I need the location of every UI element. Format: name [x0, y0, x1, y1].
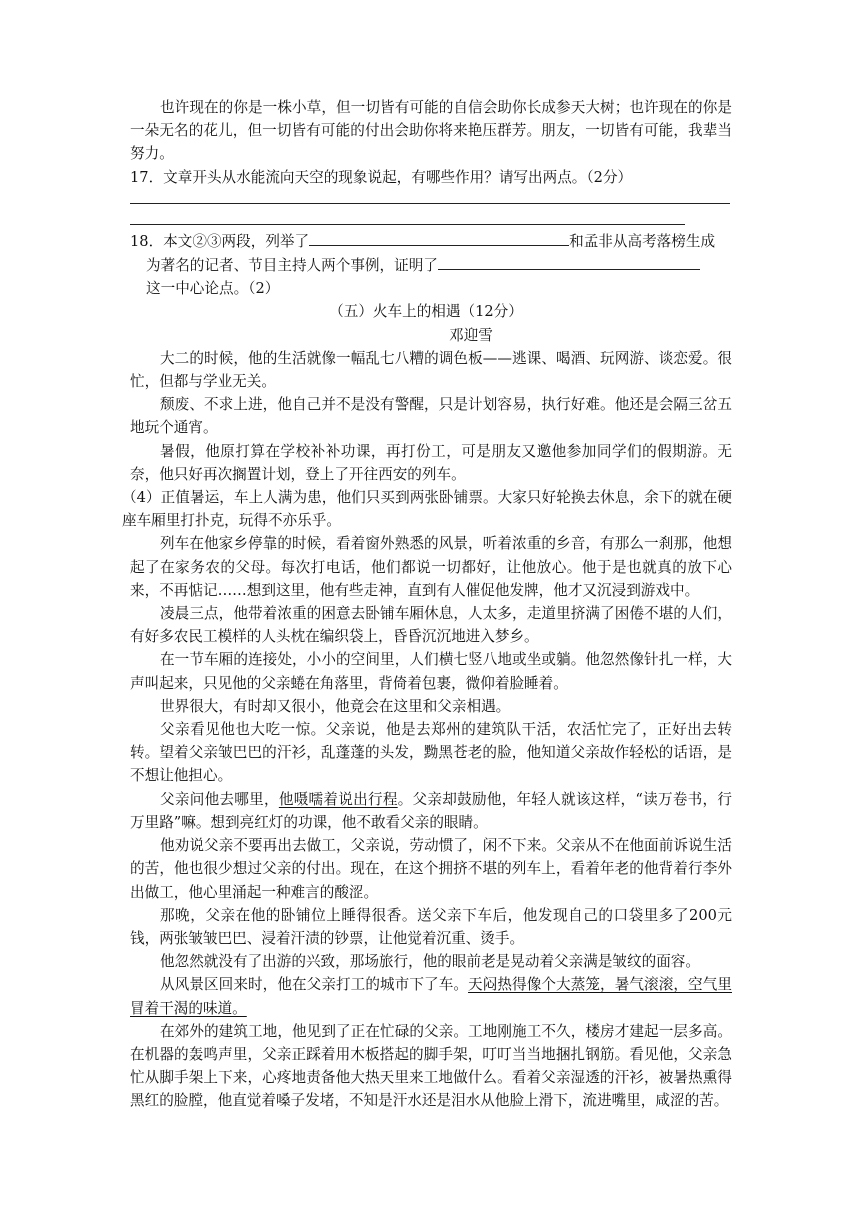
question-18-line-1 — [130, 229, 732, 253]
spacer — [130, 204, 732, 224]
paragraph-7: 在一节车厢的连接处，小小的空间里，人们横七竖八地或坐或躺。他忽然像针扎一样，大声叫起来，只见他的父亲蜷在角落里，背倚着包裹，微仰着脸睡着。 — [130, 651, 732, 692]
document-body — [122, 96, 732, 1113]
question-18-line-2 — [130, 253, 732, 277]
paragraph-3: 暑假，他原打算在学校补补功课，再打份工，可是朋友又邀他参加同学们的假期游。无奈，他只好再次搁置计划，登上了开往西安的列车。 — [130, 442, 732, 483]
para10-underlined: 他嗫嚅着说出行程 — [278, 790, 398, 808]
q18-part4: 这一中心论点。（2） — [146, 280, 280, 298]
q18-part2: 和孟非从高考落榜生成 — [569, 232, 716, 250]
q18-part3: 为著名的记者、节目主持人两个事例，证明了 — [146, 257, 438, 275]
para10-pre: 父亲问他去哪里， — [160, 790, 279, 808]
spacer — [130, 189, 732, 203]
question-17: 17．文章开头从水能流向天空的现象说起，有哪些作用？请写出两点。（2分） — [130, 168, 633, 186]
paragraph-11: 他劝说父亲不要再出去做工，父亲说，劳动惯了，闲不下来。父亲从不在他面前诉说生活的苦，他也很少想过父亲的付出。现在，在这个拥挤不堪的列车上，看着年老的他背着行李外出做工，他心里涌起一种难言的酸涩。 — [130, 837, 732, 901]
top-paragraph: 也许现在的你是一株小草，但一切皆有可能的自信会助你长成参天大树；也许现在的你是一朵无名的花儿，但一切皆有可能的付出会助你将来艳压群芳。朋友，一切皆有可能，我辈当努力。 — [130, 99, 732, 163]
paragraph-8: 世界很大，有时却又很小，他竟会在这里和父亲相遇。 — [160, 697, 511, 715]
para14-pre: 从风景区回来时，他在父亲打工的城市下了车。 — [160, 976, 469, 994]
paragraph-15: 在郊外的建筑工地，他见到了正在忙碌的父亲。工地刚施工不久，楼房才建起一层多高。在机器的轰鸣声里，父亲正踩着用木板搭起的脚手架，叮叮当当地捆扎钢筋。看见他，父亲急忙从脚手架上下来，心疼地责备他大热天里来工地做什么。看着父亲湿透的汗衫，被暑热熏得黑红的脸膛，他直觉着嗓子发堵，不知是汗水还是泪水从他脸上滑下，流进嘴里，咸涩的苦。 — [130, 1022, 732, 1110]
paragraph-13: 他忽然就没有了出游的兴致，那场旅行，他的眼前老是晃动着父亲满是皱纹的面容。 — [160, 953, 700, 971]
paragraph-9: 父亲看见他也大吃一惊。父亲说，他是去郑州的建筑队干活，农活忙完了，正好出去转转。望着父亲皱巴巴的汗衫，乱蓬蓬的头发，黝黑苍老的脸，他知道父亲故作轻松的话语，是不想让他担心。 — [130, 721, 732, 785]
paragraph-1: 大二的时候，他的生活就像一幅乱七八糟的调色板——逃课、喝酒、玩网游、谈恋爱。很忙，但都与学业无关。 — [130, 349, 732, 391]
paragraph-6: 凌晨三点，他带着浓重的困意去卧铺车厢休息，人太多，走道里挤满了困倦不堪的人们，有好多农民工模样的人头枕在编织袋上，昏昏沉沉地进入梦乡。 — [130, 605, 732, 646]
paragraph-4: （4）正值暑运，车上人满为患，他们只买到两张卧铺票。大家只好轮换去休息，余下的就在硬座车厢里打扑克，玩得不亦乐乎。 — [122, 489, 732, 530]
para10-post: 。父亲却鼓励他，年轻人就该这样，“读万卷书，行万里路”嘛。想到亮红灯的功课，他不敢看父亲的眼睛。 — [130, 790, 732, 831]
paragraph-2: 颓废、不求上进，他自己并不是没有警醒，只是计划容易，执行好难。他还是会隔三岔五地玩个通宵。 — [130, 396, 732, 437]
answer-line-2 — [130, 224, 685, 225]
paragraph-5: 列车在他家乡停靠的时候，看着窗外熟悉的风景，听着浓重的乡音，有那么一刹那，他想起了在家务农的父母。每次打电话，他们都说一切都好，让他放心。他于是也就真的放下心来，不再惦记……想到这里，他有些走神，直到有人催促他发牌，他才又沉浸到游戏中。 — [130, 535, 732, 599]
q18-part1: 18．本文②③两段，列举了 — [130, 232, 310, 250]
question-18 — [130, 229, 732, 301]
author: 邓迎雪 — [449, 326, 493, 344]
para14-underlined: 天闷热得像个大蒸笼，暑气滚滚，空气里冒着干渴的味道。 — [130, 976, 732, 1017]
paragraph-10 — [130, 788, 732, 834]
section-title: （五）火车上的相遇（12分） — [329, 303, 523, 321]
q18-blank-1[interactable] — [309, 229, 569, 246]
paragraph-12: 那晚，父亲在他的卧铺位上睡得很香。送父亲下车后，他发现自己的口袋里多了200元钱，两张皱皱巴巴、浸着汗渍的钞票，让他觉着沉重、烫手。 — [130, 906, 732, 947]
q18-blank-2[interactable] — [438, 253, 700, 270]
paragraph-14 — [130, 973, 732, 1019]
